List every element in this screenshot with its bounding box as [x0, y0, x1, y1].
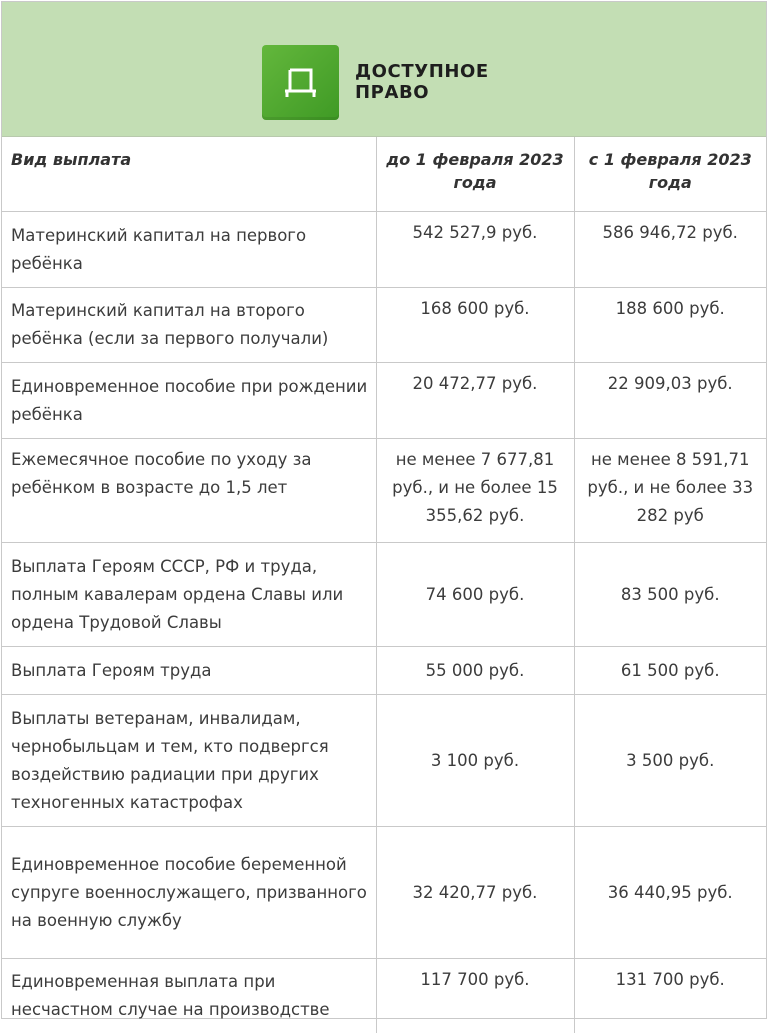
- table-row: [2, 647, 766, 695]
- row-value-after: 188 600 руб.: [574, 288, 766, 363]
- table-row: [2, 288, 766, 363]
- document-frame: [1, 1, 767, 1019]
- row-value-after: 131 700 руб.: [574, 959, 766, 1033]
- row-value-before: 3 100 руб.: [376, 695, 574, 827]
- row-name: Единовременное пособие беременной супруге военнослужащего, призванного на военную службу: [2, 827, 376, 959]
- row-value-after: 3 500 руб.: [574, 695, 766, 827]
- table-row: [2, 543, 766, 647]
- row-name: Материнский капитал на второго ребёнка (если за первого получали): [2, 288, 376, 363]
- row-name: Единовременное пособие при рождении ребёнка: [2, 363, 376, 439]
- row-name: Материнский капитал на первого ребёнка: [2, 212, 376, 288]
- row-value-after: 61 500 руб.: [574, 647, 766, 695]
- row-value-before: 168 600 руб.: [376, 288, 574, 363]
- table-header-row: [2, 137, 766, 212]
- row-value-before: 55 000 руб.: [376, 647, 574, 695]
- row-name: Выплаты ветеранам, инвалидам, чернобыльцам и тем, кто подвергся воздействию радиации при других техногенных катастрофах: [2, 695, 376, 827]
- brand-header: [2, 2, 766, 137]
- column-header-before: до 1 февраля 2023 года: [376, 137, 574, 212]
- logo-tile: [262, 45, 339, 120]
- row-value-after: 36 440,95 руб.: [574, 827, 766, 959]
- brand-name-line1: ДОСТУПНОЕ: [355, 61, 489, 82]
- table-row: [2, 439, 766, 543]
- row-value-after: 586 946,72 руб.: [574, 212, 766, 288]
- table-row: [2, 959, 766, 1033]
- row-value-after: 22 909,03 руб.: [574, 363, 766, 439]
- row-value-after: не менее 8 591,71 руб., и не более 33 282 руб: [574, 439, 766, 543]
- payments-table: [2, 137, 766, 1033]
- brand-name-line2: ПРАВО: [355, 82, 430, 103]
- column-header-after: с 1 февраля 2023 года: [574, 137, 766, 212]
- row-name: Единовременная выплата при несчастном случае на производстве: [2, 959, 376, 1033]
- table-row: [2, 363, 766, 439]
- row-name: Выплата Героям СССР, РФ и труда, полным кавалерам ордена Славы или ордена Трудовой Славы: [2, 543, 376, 647]
- row-name: Выплата Героям труда: [2, 647, 376, 695]
- table-row: [2, 212, 766, 288]
- row-value-before: 20 472,77 руб.: [376, 363, 574, 439]
- table-row: [2, 827, 766, 959]
- column-header-type: Вид выплата: [2, 137, 376, 212]
- row-value-after: 83 500 руб.: [574, 543, 766, 647]
- row-value-before: 74 600 руб.: [376, 543, 574, 647]
- row-value-before: 117 700 руб.: [376, 959, 574, 1033]
- brand-name: [355, 61, 489, 103]
- row-value-before: 32 420,77 руб.: [376, 827, 574, 959]
- letter-d-icon: [262, 45, 339, 120]
- row-value-before: 542 527,9 руб.: [376, 212, 574, 288]
- table-row: [2, 695, 766, 827]
- row-name: Ежемесячное пособие по уходу за ребёнком в возрасте до 1,5 лет: [2, 439, 376, 543]
- row-value-before: не менее 7 677,81 руб., и не более 15 355,62 руб.: [376, 439, 574, 543]
